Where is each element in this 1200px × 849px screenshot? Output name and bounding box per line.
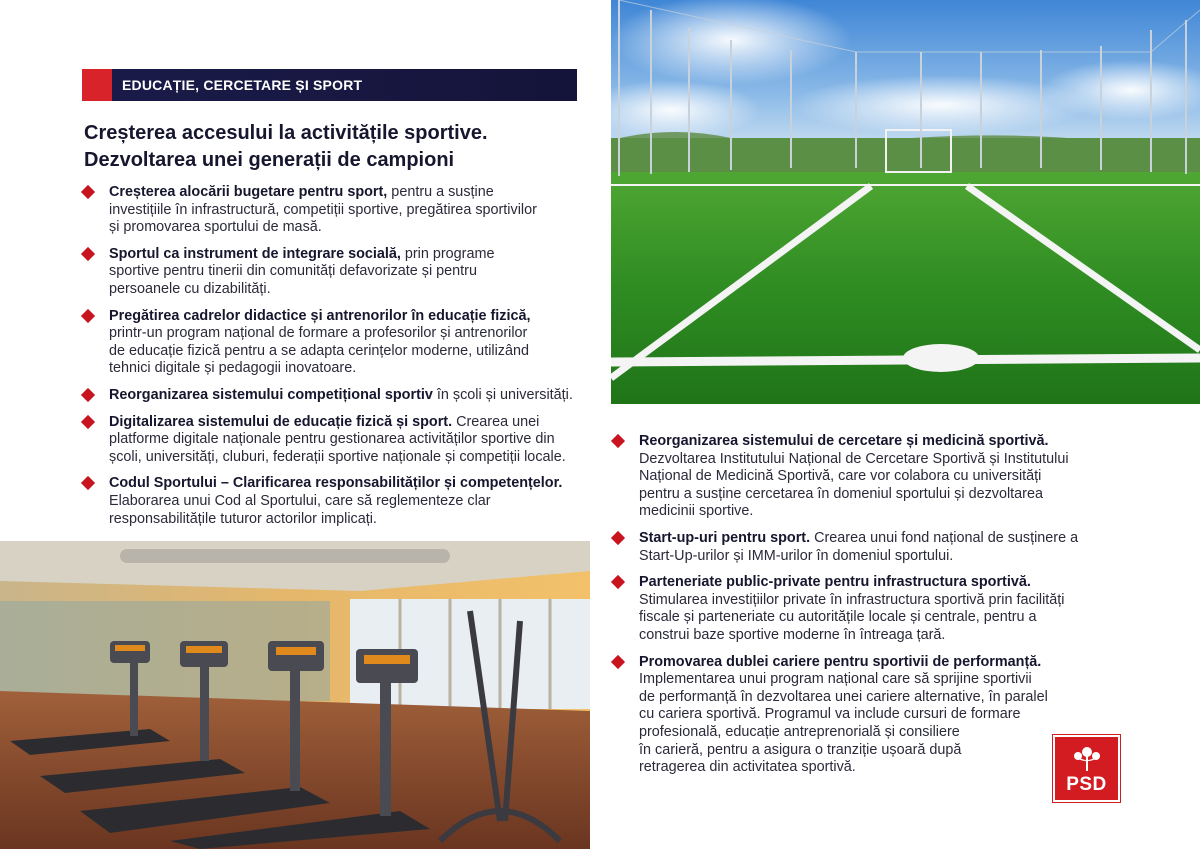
bullet-text-line: cu cariera sportivă. Programul va include cursuri de formare [639, 706, 1021, 723]
bullet-text-line: sportive pentru tinerii din comunități defavorizate și pentru [109, 263, 477, 280]
bullet-item [612, 433, 1132, 521]
bullet-item [82, 308, 597, 378]
bullet-text-line: Elaborarea unui Cod al Sportului, care să reglementeze clar [109, 492, 491, 509]
section-accent-block [82, 69, 112, 101]
bullet-text-line: pentru a susține cercetarea în domeniul sportului și dezvoltarea [639, 485, 1043, 502]
bullet-heading-continuation: pentru a susține [387, 184, 494, 200]
bullet-heading: Pregătirea cadrelor didactice și antrenorilor în educație fizică, [109, 307, 531, 324]
rose-icon [1070, 745, 1104, 773]
bullet-first-line [109, 246, 597, 264]
bullet-text-line: investițiile în infrastructură, competiții sportive, pregătirea sportivilor [109, 201, 537, 218]
bullet-text-line: de educație fizică pentru a se adapta cerințelor moderne, utilizând [109, 342, 529, 359]
bullet-text-line: persoanele cu dizabilități. [109, 280, 271, 297]
bullet-first-line [109, 475, 597, 493]
bullet-heading: Start-up-uri pentru sport. [639, 529, 811, 546]
bullet-text-line: printr-un program național de formare a profesorilor și antrenorilor [109, 325, 528, 342]
page-title-line-1: Creșterea accesului la activitățile sportive. [84, 122, 488, 144]
bullet-text-line: medicinii sportive. [639, 503, 754, 520]
bullet-diamond-icon [81, 247, 95, 261]
bullet-heading-continuation: Crearea unui fond național de susținere a [810, 529, 1079, 546]
psd-logo-text: PSD [1066, 774, 1107, 795]
bullet-diamond-icon [81, 414, 95, 428]
bullet-diamond-icon [611, 654, 625, 668]
bullet-item [82, 475, 597, 528]
page-title-line-2: Dezvoltarea unei generații de campioni [84, 149, 455, 171]
bullet-text-line: Național de Medicină Sportivă, care vor colabora cu universități [639, 468, 1042, 485]
page-title [84, 120, 584, 174]
bullet-heading: Promovarea dublei cariere pentru sportivii de performanță. [639, 653, 1042, 670]
bullet-text-line: în carieră, pentru a asigura o tranziție ușoară după [639, 741, 962, 758]
bullet-heading: Creșterea alocării bugetare pentru sport, [109, 184, 388, 200]
bullet-text-line: de performanță în dezvoltarea unei cariere alternative, în paralel [639, 688, 1048, 705]
right-bullet-list [612, 433, 1132, 786]
bullet-item [82, 414, 597, 467]
bullet-text-line: Stimularea investițiilor private în infrastructura sportivă prin facilități [639, 591, 1065, 608]
bullet-diamond-icon [611, 531, 625, 545]
bullet-first-line [639, 654, 1132, 672]
bullet-first-line [639, 530, 1132, 548]
bullet-diamond-icon [611, 575, 625, 589]
bullet-heading: Codul Sportului – Clarificarea responsabilităților și competențelor. [109, 475, 563, 492]
bullet-text-line: construi baze sportive moderne în întreaga țară. [639, 626, 946, 643]
bullet-diamond-icon [611, 434, 625, 448]
bullet-text-line: Dezvoltarea Institutului Național de Cercetare Sportivă și Institutului [639, 450, 1069, 467]
bullet-text-line: tehnici digitale și pedagogii inovatoare. [109, 360, 357, 377]
bullet-text-line: școli, universități, cluburi, federații sportive naționale și competiții locale. [109, 448, 566, 465]
bullet-text-line: retragerea din activitatea sportivă. [639, 759, 856, 776]
bullet-heading-continuation: prin programe [400, 245, 495, 262]
gym-treadmills-photo [0, 541, 590, 849]
section-label: EDUCAȚIE, CERCETARE ȘI SPORT [122, 77, 363, 93]
bullet-item [612, 530, 1132, 565]
bullet-heading: Sportul ca instrument de integrare socială, [109, 245, 401, 262]
bullet-first-line [109, 387, 597, 405]
bullet-diamond-icon [81, 308, 95, 322]
left-bullet-list [82, 184, 597, 537]
bullet-heading-continuation: Crearea unei [452, 413, 540, 430]
bullet-text-line: și promovarea sportului de masă. [109, 219, 322, 236]
bullet-item [82, 246, 597, 299]
bullet-first-line [109, 308, 597, 326]
bullet-text-line: Start-Up-urilor și IMM-urilor în domeniul sportului. [639, 547, 954, 564]
bullet-text-line: platforme digitale naționale pentru gestionarea activităților sportive din [109, 431, 555, 448]
bullet-diamond-icon [81, 388, 95, 402]
bullet-first-line [109, 414, 597, 432]
football-field-photo [611, 0, 1200, 404]
bullet-first-line [639, 574, 1132, 592]
bullet-diamond-icon [81, 185, 95, 199]
bullet-heading: Reorganizarea sistemului competițional sportiv [109, 386, 433, 403]
bullet-heading: Parteneriate public-private pentru infrastructura sportivă. [639, 574, 1031, 591]
bullet-text-line: Implementarea unui program național care să sprijine sportivii [639, 671, 1032, 688]
bullet-text-line: responsabilitățile tuturor actorilor implicați. [109, 510, 377, 527]
section-header-bar [82, 69, 577, 101]
bullet-text-line: fiscale și parteneriate cu autoritățile locale și centrale, pentru a [639, 609, 1037, 626]
bullet-heading: Reorganizarea sistemului de cercetare și medicină sportivă. [639, 433, 1049, 449]
bullet-item [612, 574, 1132, 644]
psd-logo [1053, 735, 1120, 802]
bullet-diamond-icon [81, 476, 95, 490]
bullet-first-line [639, 433, 1132, 451]
bullet-first-line [109, 184, 597, 202]
bullet-text-line: profesională, educație antreprenorială și consiliere [639, 723, 960, 740]
bullet-heading-continuation: în școli și universități. [432, 386, 573, 403]
bullet-heading: Digitalizarea sistemului de educație fizică și sport. [109, 413, 453, 430]
bullet-item [82, 184, 597, 237]
bullet-item [82, 387, 597, 405]
